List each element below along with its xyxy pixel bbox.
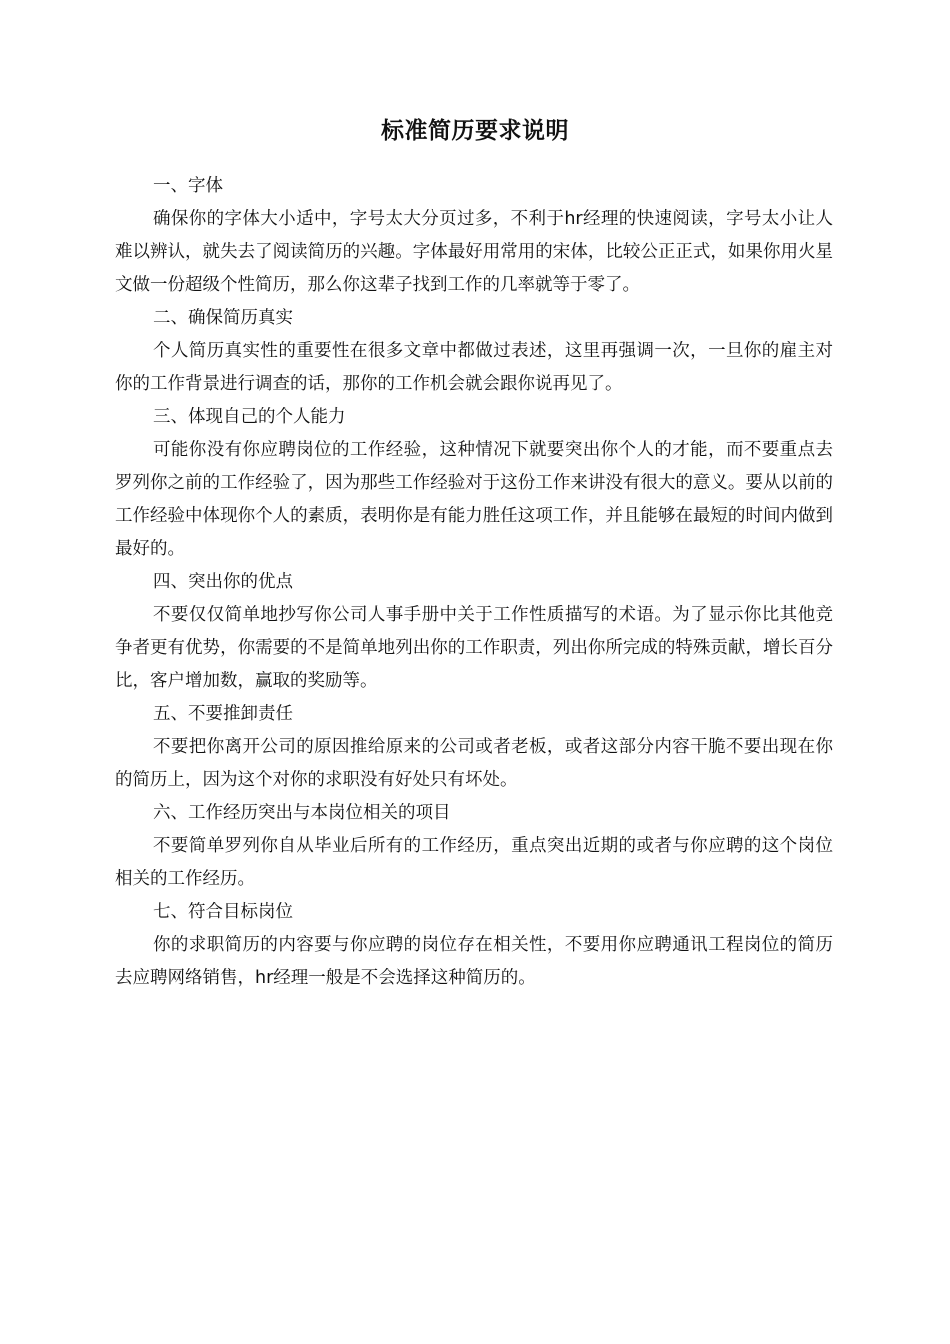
section-paragraph: 不要把你离开公司的原因推给原来的公司或者老板，或者这部分内容干脆不要出现在你的简历上，因为这个对你的求职没有好处只有坏处。 bbox=[115, 737, 833, 790]
section-paragraph: 确保你的字体大小适中，字号太大分页过多，不利于hr经理的快速阅读，字号太小让人难以辨认，就失去了阅读简历的兴趣。字体最好用常用的宋体，比较公正正式，如果你用火星文做一份超级个性简历，那么你这辈子找到工作的几率就等于零了。 bbox=[115, 209, 833, 295]
section-experience bbox=[115, 797, 833, 896]
section-heading: 六、工作经历突出与本岗位相关的项目 bbox=[153, 803, 451, 823]
section-ability bbox=[115, 401, 833, 566]
section-heading: 七、符合目标岗位 bbox=[153, 902, 293, 922]
section-paragraph: 可能你没有你应聘岗位的工作经验，这种情况下就要突出你个人的才能，而不要重点去罗列你之前的工作经验了，因为那些工作经验对于这份工作来讲没有很大的意义。要从以前的工作经验中体现你个人的素质，表明你是有能力胜任这项工作，并且能够在最短的时间内做到最好的。 bbox=[115, 440, 833, 559]
section-paragraph: 不要仅仅简单地抄写你公司人事手册中关于工作性质描写的术语。为了显示你比其他竞争者更有优势，你需要的不是简单地列出你的工作职责，列出你所完成的特殊贡献，增长百分比，客户增加数，赢取的奖励等。 bbox=[115, 605, 833, 691]
section-paragraph: 你的求职简历的内容要与你应聘的岗位存在相关性，不要用你应聘通讯工程岗位的简历去应聘网络销售，hr经理一般是不会选择这种简历的。 bbox=[115, 935, 833, 988]
section-responsibility bbox=[115, 698, 833, 797]
document-title: 标准简历要求说明 bbox=[381, 118, 569, 144]
section-font bbox=[115, 170, 833, 302]
section-heading: 五、不要推卸责任 bbox=[153, 704, 293, 724]
section-heading: 二、确保简历真实 bbox=[153, 308, 293, 328]
section-paragraph: 不要简单罗列你自从毕业后所有的工作经历，重点突出近期的或者与你应聘的这个岗位相关的工作经历。 bbox=[115, 836, 833, 889]
document-body bbox=[115, 170, 833, 995]
section-authenticity bbox=[115, 302, 833, 401]
section-target-position bbox=[115, 896, 833, 995]
section-strengths bbox=[115, 566, 833, 698]
section-heading: 四、突出你的优点 bbox=[153, 572, 293, 592]
section-heading: 三、体现自己的个人能力 bbox=[153, 407, 346, 427]
section-heading: 一、字体 bbox=[153, 176, 223, 196]
section-paragraph: 个人简历真实性的重要性在很多文章中都做过表述，这里再强调一次，一旦你的雇主对你的工作背景进行调查的话，那你的工作机会就会跟你说再见了。 bbox=[115, 341, 833, 394]
